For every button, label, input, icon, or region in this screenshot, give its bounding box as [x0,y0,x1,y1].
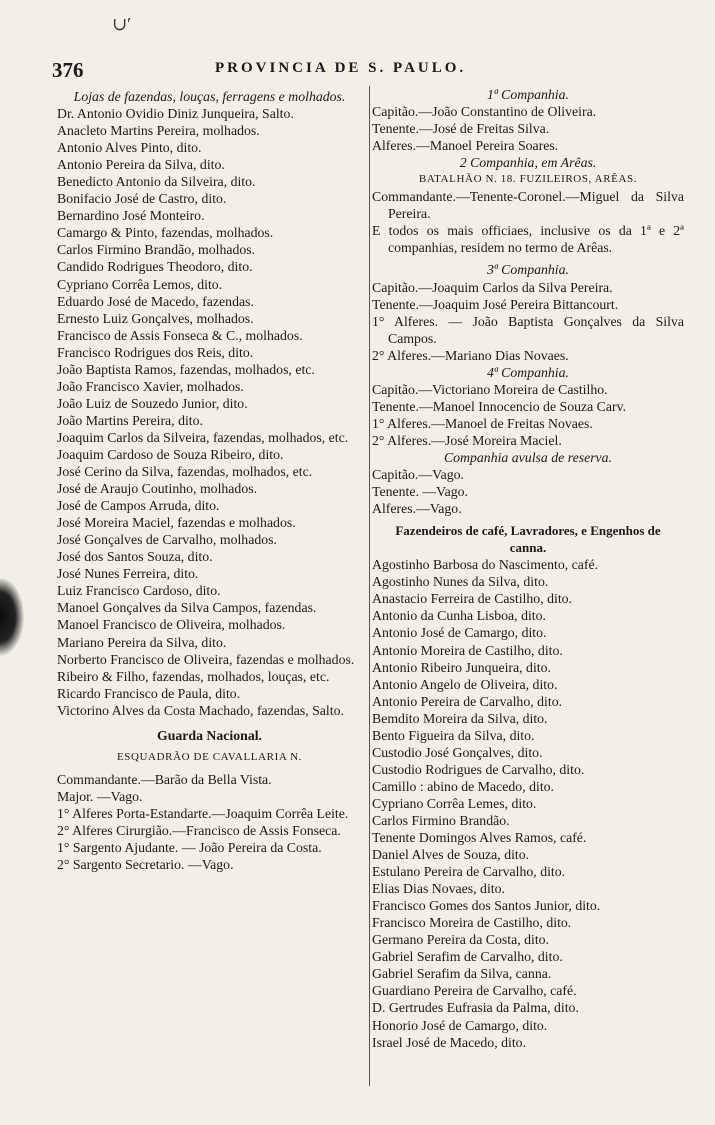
page-number: 376 [52,58,84,82]
list-entry: Capitão.—Joaquim Carlos da Silva Pereira. [372,279,613,295]
list-entry: Cypriano Corrêa Lemos, dito. [57,276,223,292]
list-entry: 2° Alferes.—Mariano Dias Novaes. [372,347,569,363]
list-entry: E todos os mais officiaes, inclusive os da 1ª e 2ª companhias, residem no termo de Arêas. [372,223,684,256]
list-entry: José Cerino da Silva, fazendas, molhados, etc. [57,464,313,480]
list-entry: Francisco Moreira de Castilho, dito. [372,915,572,931]
list-entry: Antonio Alves Pinto, dito. [57,140,202,156]
lojas-list [57,105,362,719]
list-entry: Benedicto Antonio da Silveira, dito. [57,174,256,190]
reserva-title: Companhia avulsa de reserva. [443,449,613,465]
list-entry: Camillo : abino de Macedo, dito. [372,778,555,794]
reserva-list [372,466,684,517]
list-entry: D. Gertrudes Eufrasia da Palma, dito. [372,1000,579,1016]
list-entry: Antonio da Cunha Lisboa, dito. [372,608,546,624]
fazendeiros-heading: Fazendeiros de café, Lavradores, e Engenhos de canna. [395,523,661,556]
list-entry: Custodio Rodrigues de Carvalho, dito. [372,761,585,777]
list-entry: Commandante.—Barão da Bella Vista. [57,771,272,787]
list-entry: Major. —Vago. [57,788,143,804]
list-entry: João Francisco Xavier, molhados. [57,378,244,394]
running-head: PROVINCIA DE S. PAULO. [215,60,467,76]
esquadrao-heading: ESQUADRÃO DE CAVALLARIA N. [116,750,303,763]
left-column [57,88,362,873]
list-entry: João Martins Pereira, dito. [57,412,203,428]
list-entry: Antonio Pereira da Silva, dito. [57,157,225,173]
list-entry: Israel José de Macedo, dito. [372,1034,527,1050]
list-entry: Gabriel Serafim da Silva, canna. [372,966,552,982]
list-entry: 2° Alferes Cirurgião.—Francisco de Assis Fonseca. [57,822,341,838]
list-entry: Estulano Pereira de Carvalho, dito. [372,864,566,880]
guarda-list [57,771,362,873]
list-entry: Carlos Firmino Brandão, molhados. [57,242,256,258]
list-entry: Custodio José Gonçalves, dito. [372,744,543,760]
list-entry: José Nunes Ferreira, dito. [57,566,199,582]
list-entry: Victorino Alves da Costa Machado, fazendas, Salto. [57,702,344,718]
right-column [372,86,684,1051]
list-entry: Manoel Gonçalves da Silva Campos, fazendas. [57,600,317,616]
ink-mark: ∪′ [112,14,132,34]
list-entry: 1° Alferes.—Manoel de Freitas Novaes. [372,415,593,431]
list-entry: Francisco Gomes dos Santos Junior, dito. [372,898,601,914]
list-entry: Cypriano Corrêa Lemes, dito. [372,795,537,811]
list-entry: Francisco Rodrigues dos Reis, dito. [57,344,254,360]
list-entry: Bemdito Moreira da Silva, dito. [372,710,548,726]
list-entry: Antonio Ribeiro Junqueira, dito. [372,659,551,675]
binding-shadow [0,578,24,656]
list-entry: Mariano Pereira da Silva, dito. [57,634,227,650]
list-entry: José de Campos Arruda, dito. [57,498,220,514]
list-entry: João Baptista Ramos, fazendas, molhados, etc. [57,361,315,377]
list-entry: Gabriel Serafim de Carvalho, dito. [372,949,563,965]
list-entry: 1° Alferes Porta-Estandarte.—Joaquim Corrêa Leite. [57,805,349,821]
list-entry: Tenente. —Vago. [372,484,468,500]
list-entry: Capitão.—Victoriano Moreira de Castilho. [372,381,608,397]
companhia-1-list [372,103,684,154]
list-entry: Francisco de Assis Fonseca & C., molhados. [57,327,303,343]
list-entry: Capitão.—João Constantino de Oliveira. [372,104,597,120]
column-divider [369,86,370,1086]
list-entry: 1° Sargento Ajudante. — João Pereira da Costa. [57,840,322,856]
list-entry: Antonio Angelo de Oliveira, dito. [372,676,558,692]
list-entry: Ricardo Francisco de Paula, dito. [57,685,241,701]
companhia-4-title: 4ª Companhia. [487,364,569,380]
list-entry: Joaquim Cardoso de Souza Ribeiro, dito. [57,446,284,462]
companhia-3-title: 3ª Companhia. [487,262,569,278]
list-entry: Tenente.—Joaquim José Pereira Bittancourt. [372,296,619,312]
list-entry: Manoel Francisco de Oliveira, molhados. [57,617,286,633]
list-entry: José Gonçalves de Carvalho, molhados. [57,532,277,548]
list-entry: João Luiz de Souzedo Junior, dito. [57,395,248,411]
list-entry: Tenente.—Manoel Innocencio de Souza Carv. [372,398,627,414]
list-entry: José Moreira Maciel, fazendas e molhados. [57,515,296,531]
batalhao-heading: BATALHÃO N. 18. FUZILEIROS, ARÊAS. [418,173,638,186]
list-entry: Bento Figueira da Silva, dito. [372,727,535,743]
list-entry: Antonio José de Camargo, dito. [372,625,547,641]
list-entry: Anastacio Ferreira de Castilho, dito. [372,591,573,607]
list-entry: Bonifacio José de Castro, dito. [57,191,227,207]
list-entry: Guardiano Pereira de Carvalho, café. [372,983,577,999]
list-entry: Luiz Francisco Cardoso, dito. [57,583,221,599]
list-entry: 1° Alferes. — João Baptista Gonçalves da Silva Campos. [372,313,684,346]
list-entry: Capitão.—Vago. [372,467,464,483]
list-entry: Agostinho Barbosa do Nascimento, café. [372,557,599,573]
list-entry: Tenente Domingos Alves Ramos, café. [372,830,587,846]
list-entry: Alferes.—Vago. [372,501,462,517]
list-entry: Germano Pereira da Costa, dito. [372,932,550,948]
list-entry: José de Araujo Coutinho, molhados. [57,481,258,497]
list-entry: Bernardino José Monteiro. [57,208,205,224]
companhia-1-title: 1ª Companhia. [487,87,569,102]
list-entry: Honorio José de Camargo, dito. [372,1017,548,1033]
list-entry: Tenente.—José de Freitas Silva. [372,121,550,137]
list-entry: Daniel Alves de Souza, dito. [372,847,530,863]
list-entry: Norberto Francisco de Oliveira, fazendas e molhados. [57,651,355,667]
list-entry: 2° Alferes.—José Moreira Maciel. [372,432,562,448]
list-entry: Commandante.—Tenente-Coronel.—Miguel da Silva Pereira. [372,189,684,222]
section-heading-lojas: Lojas de fazendas, louças, ferragens e molhados. [73,89,346,104]
list-entry: Alferes.—Manoel Pereira Soares. [372,138,559,154]
list-entry: Carlos Firmino Brandão. [372,812,510,828]
list-entry: Anacleto Martins Pereira, molhados. [57,123,260,139]
companhia-2-title: 2 Companhia, em Arêas. [459,155,597,171]
list-entry: Dr. Antonio Ovidio Diniz Junqueira, Salto. [57,106,294,122]
list-entry: Antonio Pereira de Carvalho, dito. [372,693,563,709]
list-entry: Elias Dias Novaes, dito. [372,881,505,897]
list-entry: Ernesto Luiz Gonçalves, molhados. [57,310,254,326]
list-entry: Candido Rodrigues Theodoro, dito. [57,259,253,275]
list-entry: José dos Santos Souza, dito. [57,549,213,565]
list-entry: Ribeiro & Filho, fazendas, molhados, louças, etc. [57,668,330,684]
list-entry: Eduardo José de Macedo, fazendas. [57,293,254,309]
fazendeiros-list [372,556,684,1050]
list-entry: Agostinho Nunes da Silva, dito. [372,574,549,590]
list-entry: Antonio Moreira de Castilho, dito. [372,642,563,658]
batalhao-list [372,188,684,256]
list-entry: Camargo & Pinto, fazendas, molhados. [57,225,274,241]
list-entry: Joaquim Carlos da Silveira, fazendas, molhados, etc. [57,429,349,445]
companhia-3-list [372,279,684,364]
companhia-4-list [372,381,684,449]
section-heading-guarda: Guarda Nacional. [156,727,263,743]
list-entry: 2° Sargento Secretario. —Vago. [57,857,234,873]
